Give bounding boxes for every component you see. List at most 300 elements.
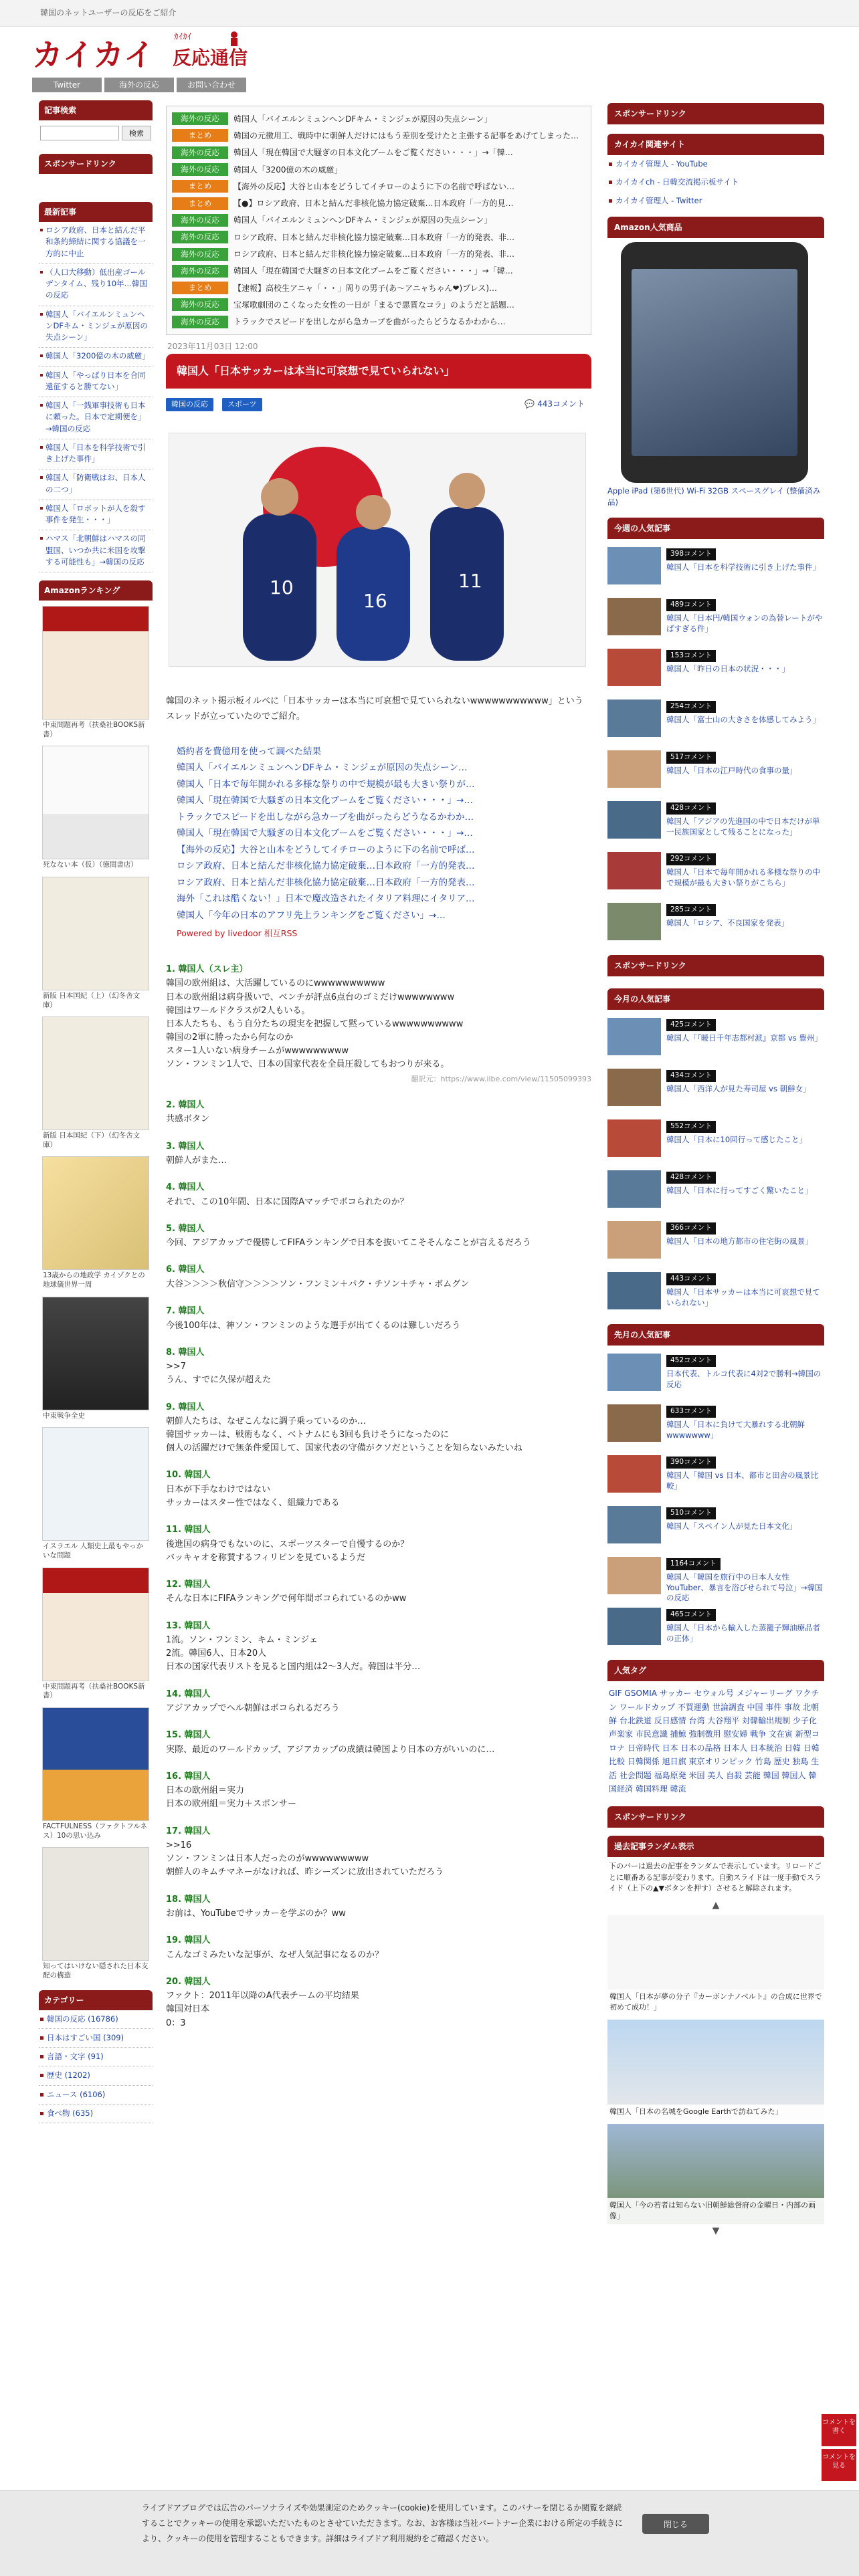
book-cover[interactable]	[42, 1016, 149, 1130]
response-item	[166, 1523, 591, 1565]
book-cover[interactable]	[42, 746, 149, 859]
ranking-thumbnail[interactable]	[607, 547, 661, 584]
rss-tag: 海外の反応	[172, 231, 228, 243]
rss-tag: 海外の反応	[172, 298, 228, 311]
comment-count-badge: 398コメント	[666, 548, 716, 560]
nav-twitter[interactable]: Twitter	[32, 78, 102, 92]
comment-count-badge: 452コメント	[666, 1355, 716, 1367]
rss-row[interactable]: まとめ 【海外の反応】大谷と山本をどうしてイチローのように下の名前で呼ばない…	[172, 178, 585, 195]
ranking-thumbnail[interactable]	[607, 1119, 661, 1157]
rss-row[interactable]: 海外の反応 韓国人「現在韓国で大騒ぎの日本文化ブームをご覧ください・・・」→「韓…	[172, 263, 585, 280]
ranking-item[interactable]	[607, 649, 824, 691]
response-item	[166, 1688, 591, 1716]
book-cover[interactable]	[42, 1707, 149, 1821]
amazon-item-title[interactable]: Apple iPad (第6世代) Wi-Fi 32GB スペースグレイ (整備済み品)	[607, 486, 821, 507]
ranking-thumbnail[interactable]	[607, 1506, 661, 1543]
book-item[interactable]: 中東問題再考（扶桑社BOOKS新書）	[39, 1568, 153, 1702]
category-item[interactable]: 食べ物 (635)	[39, 2105, 153, 2123]
response-item	[166, 963, 591, 1085]
ranking-item[interactable]	[607, 700, 824, 742]
ranking-item[interactable]	[607, 801, 824, 844]
rss-tag: 海外の反応	[172, 163, 228, 176]
monthly-list	[607, 1018, 824, 1315]
rss-row[interactable]: 海外の反応 ロシア政府、日本と結んだ非核化協力協定破棄…日本政府「一方的発表、非…	[172, 245, 585, 262]
right-sidebar	[607, 103, 824, 2238]
slide-up-icon[interactable]: ▲	[712, 1899, 720, 1911]
nav-bar	[32, 78, 246, 92]
rss-tag: 海外の反応	[172, 248, 228, 261]
svg-text:10: 10	[270, 576, 294, 599]
cookie-text: ライブドアブログでは広告のパーソナライズや効果測定のためクッキー(cookie)を使用しています。このバナーを閉じるか閲覧を継続することでクッキーの使用を承認いただいたものとさせていただきます。なお、お客様は当社パートナー企業における所定の手続きにより、クッキーの使用を管理することもできます。詳細はライブドア利用規約をご確認ください。	[142, 2503, 624, 2543]
response-header: 12. 韓国人	[166, 1579, 211, 1590]
article-intro: 韓国のネット掲示板イルベに「日本サッカーは本当に可哀想で見ていられないwwwwwwwwwww」というスレッドが立っていたのでご紹介。	[166, 695, 583, 722]
cookie-banner	[0, 2490, 859, 2576]
rss-tag: まとめ	[172, 129, 228, 142]
tags-header: 人気タグ	[607, 1660, 824, 1681]
book-item[interactable]: 13歳からの地政学 カイゾクとの地球儀世界一周	[39, 1156, 153, 1291]
source-link[interactable]: 翻訳元：https://www.ilbe.com/view/11505099393	[411, 1075, 591, 1084]
ranking-info	[666, 1557, 824, 1603]
random-header: 過去記事ランダム表示	[607, 1836, 824, 1857]
response-body: 今後100年は、神ソン・フンミンのような選手が出てくるのは難しいだろう	[166, 1320, 461, 1331]
related-link[interactable]: 韓国人「日本で毎年開かれる多様な祭りの中で規模が最も大きい祭りが…	[177, 778, 475, 790]
related-link[interactable]: ロシア政府、日本と結んだ非核化協力協定破棄…日本政府「一方的発表…	[177, 877, 475, 888]
ranking-thumbnail[interactable]	[607, 598, 661, 635]
logo-subtitle[interactable]: 反応通信	[173, 47, 248, 69]
latest-header: 最新記事	[39, 202, 153, 222]
ranking-title[interactable]: 韓国人「日本に負けて大暴れする北朝鮮wwwwwww」	[666, 1420, 805, 1440]
response-body: ファクト：2011年以降のA代表チームの平均結果 韓国対日本 0：3	[166, 1991, 359, 2028]
related-link[interactable]: 韓国人「現在韓国で大騒ぎの日本文化ブームをご覧ください・・・」→…	[177, 795, 473, 807]
ranking-info	[666, 1506, 824, 1549]
ranking-info	[666, 700, 824, 742]
related-link[interactable]: 婚約者を費億用を使って調べた結果	[177, 746, 321, 757]
book-cover[interactable]	[42, 1156, 149, 1270]
response-item	[166, 1305, 591, 1333]
response-item	[166, 1222, 591, 1251]
related-link[interactable]: 韓国人「今年の日本のアフリ先上ランキングをご覧ください」→…	[177, 909, 446, 921]
responses	[166, 963, 591, 2030]
nav-overseas[interactable]: 海外の反応	[104, 78, 174, 92]
related-link[interactable]: ロシア政府、日本と結んだ非核化協力協定破棄…日本政府「一方的発表…	[177, 861, 475, 872]
rss-row[interactable]: 海外の反応 韓国人「現在韓国で大騒ぎの日本文化ブームをご覧ください・・・」→「韓…	[172, 144, 585, 161]
ranking-thumbnail[interactable]	[607, 1404, 661, 1442]
rss-tag: 海外の反応	[172, 112, 228, 125]
ranking-thumbnail[interactable]	[607, 649, 661, 686]
rss-row[interactable]: 海外の反応 宝塚歌劇団のこくなった女性の一日が「まるで悪質なコラ」のようだと話題…	[172, 296, 585, 313]
ranking-thumbnail[interactable]	[607, 801, 661, 839]
response-body: 韓国の欧州組は、大活躍しているのにwwwwwwwwww 日本の欧州組は病身扱いで、ベンチが評点6点台のゴミだけwwwwwwww 韓国はワールドクラスが2人もいる。 日本人たちも、もう自分たちの現実を把握して黙っているwwwwwwwwww 韓国の2軍に勝ったから何なのか スター1人いない病身チームがwwwwwwwww ソン・フンミン1人で、日本の国家代表を全員圧殺してもおつりが来る。	[166, 978, 464, 1070]
tag-cloud[interactable]: GIF GSOMIA サッカー セウォル号 メジャーリーグ ワクチン ワールドカップ 不買運動 世論調査 中国 事件 事故 北朝鮮 台北鉄道 反日感情 台湾 大谷翔平 対韓輸出規制 少子化 声楽家 市民意識 捕鯨 強制徴用 慰安婦 戦争 文在寅 新型コロナ 日帝時代 日本 日本の品格 日本人 日本統治 日韓 日韓比較 日韓関係 旭日旗 東京オリンピック 竹島 歴史 独島 生活 社会問題 福島原発 米国 美人 自殺 芸能 韓国 韓国人 韓国経済 韓国料理 韓流	[609, 1689, 820, 1794]
ranking-info	[666, 1272, 824, 1315]
rss-row[interactable]: まとめ 韓国の元徴用工、戦時中に朝鮮人だけにはもう差別を受けたと主張する記事をあげてしまった…	[172, 127, 585, 144]
response-body: >>16 ソン・フンミンは日本人だったのがwwwwwwwww 朝鮮人のキムチマネーがなければ、昨シーズンに放出されていただろう	[166, 1840, 444, 1878]
ranking-title[interactable]: 日本代表、トルコ代表に4対2で勝利→韓国の反応	[666, 1369, 822, 1389]
response-header: 5. 韓国人	[166, 1223, 205, 1234]
ranking-item[interactable]	[607, 1404, 824, 1447]
latest-item[interactable]: （人口大移動）低出産ゴールデンタイム、残り10年…韓国の反応	[39, 264, 153, 306]
ranking-thumbnail[interactable]	[607, 1170, 661, 1208]
nav-contact[interactable]: お問い合わせ	[177, 78, 246, 92]
ranking-thumbnail[interactable]	[607, 1354, 661, 1391]
ranking-info	[666, 903, 824, 946]
ranking-title[interactable]: 韓国人「スペイン人が見た日本文化」	[666, 1521, 797, 1531]
site-logo[interactable]: カイカイ	[32, 37, 155, 73]
ranking-title[interactable]: 韓国人「日本に10回行って感じたこと」	[666, 1135, 807, 1144]
ranking-info	[666, 1018, 824, 1061]
related-sites-header: カイカイ関連サイト	[607, 134, 824, 155]
related-site[interactable]: カイカイ管理人 - Twitter	[607, 192, 824, 210]
ranking-item[interactable]	[607, 1272, 824, 1315]
ranking-item[interactable]	[607, 547, 824, 590]
search-box	[39, 120, 153, 146]
response-header: 14. 韓国人	[166, 1689, 211, 1699]
latest-item[interactable]: 韓国人「防衛戦はお、日本人の二つ」	[39, 469, 153, 500]
response-body: 朝鮮人たちは、なぜこんなに調子乗っているのか… 韓国サッカーは、戦術もなく、ベトナムにも3回も負けそうになったのに 個人の活躍だけで無条件愛国して、国家代表の守備がクソだということを知らないみたいね	[166, 1416, 522, 1454]
comment-count-badge: 489コメント	[666, 599, 716, 611]
response-item	[166, 1934, 591, 1962]
ranking-info	[666, 1608, 824, 1650]
book-item[interactable]: イスラエル 人類史上最もやっかいな問題	[39, 1427, 153, 1562]
ranking-info	[666, 801, 824, 844]
response-body: それで、この10年間、日本に国際Aマッチでボコられたのか？	[166, 1196, 409, 1207]
response-header: 7. 韓国人	[166, 1306, 205, 1317]
response-body: 今回、アジアカップで優勝してFIFAランキングで日本を抜いてこそそんなことが言えるだろう	[166, 1238, 531, 1249]
rss-row[interactable]: 海外の反応 トラックでスピードを出しながら急カーブを曲がったらどうなるかわから…	[172, 314, 585, 330]
ranking-item[interactable]	[607, 903, 824, 946]
ranking-title[interactable]: 韓国人「日本から輸入した蒸籠子輝油療品者の正体」	[666, 1623, 820, 1643]
response-header: 17. 韓国人	[166, 1826, 211, 1836]
response-item	[166, 1578, 591, 1606]
svg-text:16: 16	[363, 589, 387, 612]
ranking-title[interactable]: 韓国人「日本に行ってすごく驚いたこと」	[666, 1186, 813, 1195]
ranking-info	[666, 1069, 824, 1111]
ranking-item[interactable]	[607, 1069, 824, 1111]
latest-item[interactable]: ロシア政府、日本と結んだ平和条約締結に関する協議を一方的に中止	[39, 222, 153, 264]
response-body: 実際、最近のワールドカップ、アジアカップの成績は韓国より日本の方がいいのに…	[166, 1744, 495, 1755]
ranking-title[interactable]: 韓国人「ロシア、不良国家を発表」	[666, 918, 789, 928]
response-header: 20. 韓国人	[166, 1976, 211, 1987]
latest-item[interactable]: ハマス「北朝鮮はハマスの同盟国、いつか共に米国を攻撃する可能性も」→韓国の反応	[39, 530, 153, 572]
comment-count-badge: 517コメント	[666, 752, 716, 764]
ranking-item[interactable]	[607, 598, 824, 641]
response-header: 10. 韓国人	[166, 1470, 211, 1481]
response-header: 11. 韓国人	[166, 1525, 211, 1535]
response-header: 13. 韓国人	[166, 1620, 211, 1631]
latest-item[interactable]: 韓国人「日本を科学技術で引き上げた事件」	[39, 439, 153, 470]
article-title: 韓国人「日本サッカーは本当に可哀想で見ていられない」	[166, 354, 591, 389]
related-link[interactable]: 韓国人「バイエルンミュンヘンDFキム・ミンジェが原因の失点シーン…	[177, 762, 468, 774]
ranking-title[interactable]: 韓国人「日本で毎年開かれる多様な祭りの中で規模が最も大きい祭りがこちら」	[666, 867, 820, 887]
comment-count-badge: 153コメント	[666, 650, 716, 662]
rss-row[interactable]: 海外の反応 韓国人「3200億の木の威厳」	[172, 161, 585, 178]
book-cover[interactable]	[42, 606, 149, 720]
response-header: 16. 韓国人	[166, 1771, 211, 1782]
ranking-title[interactable]: 韓国人「日本サッカーは本当に可哀想で見ていられない」	[666, 1287, 820, 1307]
ranking-thumbnail[interactable]	[607, 852, 661, 889]
rss-row[interactable]: 海外の反応 韓国人「バイエルンミュンヘンDFキム・ミンジェが原因の失点シーン」	[172, 212, 585, 229]
amazon-header: Amazon人気商品	[607, 217, 824, 238]
category-item[interactable]: 韓国の反応 (16786)	[39, 2010, 153, 2029]
comment-count-badge: 390コメント	[666, 1457, 716, 1469]
response-header: 18. 韓国人	[166, 1894, 211, 1905]
tagline: 韓国のネットユーザーの反応をご紹介	[40, 8, 177, 17]
related-link[interactable]: 韓国人「現在韓国で大騒ぎの日本文化ブームをご覧ください・・・」→…	[177, 828, 473, 839]
ranking-thumbnail[interactable]	[607, 903, 661, 940]
response-item	[166, 1770, 591, 1812]
ranking-info	[666, 1354, 824, 1396]
ranking-title[interactable]: 韓国人「韓国 vs 日本、都市と田舎の風景比較」	[666, 1471, 819, 1491]
ranking-thumbnail[interactable]	[607, 1018, 661, 1055]
response-header: 1. 韓国人（スレ主）	[166, 964, 248, 974]
ipad-image[interactable]	[607, 242, 822, 483]
book-cover[interactable]	[42, 1297, 149, 1410]
ranking-info	[666, 598, 824, 641]
tag-sports[interactable]: スポーツ	[222, 398, 262, 411]
ranking-item[interactable]	[607, 1557, 824, 1603]
book-cover[interactable]	[42, 877, 149, 990]
rss-tag: まとめ	[172, 197, 228, 210]
ranking-title[interactable]: 韓国人「日本の地方都市の住宅街の風景」	[666, 1237, 813, 1246]
response-header: 9. 韓国人	[166, 1402, 205, 1412]
book-item[interactable]: 中東戦争全史	[39, 1297, 153, 1422]
comment-count-badge: 366コメント	[666, 1222, 716, 1235]
sponsored-header: スポンサードリンク	[39, 154, 153, 174]
response-body: >>7 うん、すでに久保が超えた	[166, 1362, 272, 1386]
comment-count-badge: 428コメント	[666, 802, 716, 815]
prev-month-header: 先月の人気記事	[607, 1324, 824, 1346]
latest-item[interactable]: 韓国人「バイエルンミュンヘンDFキム・ミンジェが原因の失点シーン」	[39, 306, 153, 348]
response-item	[166, 1181, 591, 1209]
book-item[interactable]: FACTFULNESS（ファクトフルネス）10の思い込み	[39, 1707, 153, 1842]
related-site[interactable]: カイカイch - 日韓交流掲示板サイト	[607, 173, 824, 191]
comment-count-badge: 510コメント	[666, 1507, 716, 1519]
ranking-info	[666, 852, 824, 895]
response-item	[166, 1975, 591, 2030]
response-item	[166, 1099, 591, 1127]
response-item	[166, 1825, 591, 1880]
response-header: 2. 韓国人	[166, 1099, 205, 1110]
monthly-header: 今月の人気記事	[607, 988, 824, 1010]
logo-ruby: ｶｲｶｲ	[174, 32, 191, 42]
ranking-title[interactable]: 韓国人「日本円/韓国ウォンの為替レートがやばすぎる件」	[666, 613, 823, 633]
rss-tag: まとめ	[172, 180, 228, 193]
search-header: 記事検索	[39, 100, 153, 120]
latest-item[interactable]: 韓国人「やっぱり日本を合同遠征すると勝てない」	[39, 367, 153, 398]
ranking-item[interactable]	[607, 1354, 824, 1396]
response-body: 大谷＞＞＞＞秋信守＞＞＞＞ソン・フンミン＋パク・チソン＋チャ・ボムグン	[166, 1279, 470, 1289]
sponsored-header: スポンサードリンク	[607, 103, 824, 124]
related-link[interactable]: 海外「これは酷くない！」日本で魔改造されたイタリア料理にイタリア…	[177, 893, 475, 905]
related-site[interactable]: カイカイ管理人 - YouTube	[607, 155, 824, 173]
ranking-item[interactable]	[607, 1506, 824, 1549]
tag-korea[interactable]: 韓国の反応	[166, 398, 213, 411]
prev-month-list	[607, 1354, 824, 1650]
svg-text:11: 11	[458, 569, 482, 592]
response-body: お前は、YouTubeでサッカーを学ぶのか？ww	[166, 1909, 346, 1919]
ranking-item[interactable]	[607, 1119, 824, 1162]
ranking-item[interactable]	[607, 1018, 824, 1061]
rss-row[interactable]: まとめ 【●】ロシア政府、日本と結んだ非核化協力協定破棄…日本政府「一方的見…	[172, 195, 585, 211]
ranking-thumbnail[interactable]	[607, 750, 661, 788]
left-sidebar	[39, 100, 153, 2123]
book-cover[interactable]	[42, 1427, 149, 1541]
article-tags	[166, 398, 591, 413]
ranking-title[interactable]: 韓国人「日本を科学技術に引き上げた事件」	[666, 562, 820, 572]
ranking-title[interactable]: 韓国人「『暖日千年志都村派』京都 vs 豊州」	[666, 1033, 822, 1043]
response-item	[166, 1140, 591, 1168]
ranking-info	[666, 1404, 824, 1447]
main-content	[166, 106, 591, 2030]
view-comment-button[interactable]: コメントを見る	[822, 2449, 856, 2481]
ranking-title[interactable]: 韓国人「日本の江戸時代の食事の量」	[666, 766, 797, 775]
ranking-info	[666, 1455, 824, 1498]
rss-box	[166, 106, 591, 335]
response-body: そんな日本にFIFAランキングで何年間ボコられているのかww	[166, 1594, 407, 1604]
rss-row[interactable]: まとめ 【速報】高校生アニャ「・・」周りの男子(あ〜アニャちゃん❤)プレス)…	[172, 280, 585, 296]
comment-count-badge: 633コメント	[666, 1406, 716, 1418]
popular-list	[607, 547, 824, 946]
ranking-item[interactable]	[607, 1170, 824, 1213]
sponsored-header: スポンサードリンク	[607, 955, 824, 976]
ranking-thumbnail[interactable]	[607, 700, 661, 737]
response-item	[166, 1263, 591, 1291]
latest-item[interactable]: 韓国人「ロボットが人を殺す事件を発生・・・」	[39, 500, 153, 531]
book-cover[interactable]	[42, 1568, 149, 1681]
ranking-item[interactable]	[607, 852, 824, 895]
mascot-icon	[227, 31, 241, 48]
comment-count-badge: 285コメント	[666, 904, 716, 916]
ranking-thumbnail[interactable]	[607, 1069, 661, 1106]
response-body: 日本の欧州組＝実力 日本の欧州組＝実力＋スポンサー	[166, 1786, 297, 1810]
response-item	[166, 1620, 591, 1675]
category-list	[39, 2010, 153, 2124]
comment-count[interactable]: 💬 443コメント	[524, 399, 585, 409]
book-list	[39, 606, 153, 1982]
write-comment-button[interactable]: コメントを書く	[822, 2414, 856, 2446]
category-item[interactable]: 言語・文字 (91)	[39, 2048, 153, 2066]
related-link[interactable]: トラックでスピードを出しながら急カーブを曲がったらどうなるかわか…	[177, 811, 474, 823]
ranking-info	[666, 547, 824, 590]
rss-tag: 海外の反応	[172, 316, 228, 328]
powered-by[interactable]: Powered by livedoor 相互RSS	[177, 928, 298, 939]
response-header: 19. 韓国人	[166, 1935, 211, 1946]
ranking-info	[666, 649, 824, 691]
response-item	[166, 1469, 591, 1510]
ranking-info	[666, 1221, 824, 1264]
response-header: 15. 韓国人	[166, 1730, 211, 1741]
ranking-item[interactable]	[607, 1455, 824, 1498]
response-item	[166, 1401, 591, 1456]
comment-count-badge: 1164コメント	[666, 1558, 721, 1570]
book-item[interactable]: 知ってはいけない隠された日本支配の構造	[39, 1847, 153, 1981]
slide-down-icon[interactable]: ▼	[712, 2225, 720, 2236]
rss-tag: まとめ	[172, 282, 228, 294]
ranking-title[interactable]: 韓国人「昨日の日本の状況・・・」	[666, 664, 789, 673]
ranking-item[interactable]	[607, 1221, 824, 1264]
book-item[interactable]: 死なない本（仮）（徳間書店）	[39, 746, 153, 871]
latest-item[interactable]: 韓国人「一銭軍事技術も日本に頼った。日本で定期便を」→韓国の反応	[39, 397, 153, 439]
ranking-thumbnail[interactable]	[607, 1272, 661, 1309]
search-button[interactable]: 検索	[122, 126, 151, 140]
ranking-thumbnail[interactable]	[607, 1557, 661, 1594]
response-item	[166, 1729, 591, 1757]
response-body: 日本が下手なわけではない サッカーはスター性ではなく、組織力である	[166, 1484, 340, 1509]
book-item[interactable]: 新版 日本国紀（上）（幻冬舎文庫）	[39, 877, 153, 1011]
rss-row[interactable]: 海外の反応 韓国人「バイエルンミュンヘンDFキム・ミンジェが原因の失点シーン」	[172, 110, 585, 127]
category-item[interactable]: 日本はすごい国 (309)	[39, 2029, 153, 2048]
response-item	[166, 1346, 591, 1388]
category-header: カテゴリー	[39, 1990, 153, 2010]
ranking-title[interactable]: 韓国人「韓国を旅行中の日本人女性YouTuber、暴言を浴びせられて号泣」→韓国の反応	[666, 1572, 823, 1603]
response-body: こんなゴミみたいな記事が、なぜ人気記事になるのか？	[166, 1949, 384, 1960]
ranking-title[interactable]: 韓国人「富士山の大きさを体感してみよう」	[666, 715, 820, 724]
response-body: 共感ボタン	[166, 1114, 210, 1125]
random-article-image[interactable]: 韓国人「日本の名城をGoogle Earthで訪ねてみた」	[607, 2020, 824, 2120]
comment-count-badge: 292コメント	[666, 853, 716, 865]
soccer-players-image	[169, 433, 586, 667]
related-links	[177, 745, 585, 940]
rss-row[interactable]: 海外の反応 ロシア政府、日本と結んだ非核化協力協定破棄…日本政府「一方的発表、非…	[172, 229, 585, 245]
ranking-item[interactable]	[607, 750, 824, 793]
response-item	[166, 1893, 591, 1921]
response-body: アジアカップでヘル朝鮮はボコられるだろう	[166, 1703, 340, 1714]
book-item[interactable]: 新版 日本国紀（下）（幻冬舎文庫）	[39, 1016, 153, 1151]
popular-header: 今週の人気記事	[607, 518, 824, 539]
ranking-item[interactable]	[607, 1608, 824, 1650]
latest-list	[39, 222, 153, 572]
comment-count-badge: 254コメント	[666, 701, 716, 713]
random-article-image[interactable]: 韓国人「日本が夢の分子『カーボンナノベルト』の合成に世界で初めて成功！」	[607, 1915, 824, 2016]
response-header: 8. 韓国人	[166, 1347, 205, 1358]
latest-item[interactable]: 韓国人「3200億の木の威厳」	[39, 348, 153, 366]
comment-count-badge: 552コメント	[666, 1121, 716, 1133]
comment-count-badge: 425コメント	[666, 1019, 716, 1031]
book-item[interactable]: 中東問題再考（扶桑社BOOKS新書）	[39, 606, 153, 740]
response-body: 後進国の病身でもないのに、スポーツスターで自慢するのか？ バッキャオを称賛するフィリピンを見ているようだ	[166, 1539, 409, 1563]
ranking-thumbnail[interactable]	[607, 1455, 661, 1493]
comment-count-badge: 465コメント	[666, 1609, 716, 1621]
rss-tag: 海外の反応	[172, 265, 228, 278]
random-description: 下のバーは過去の記事をランダムで表示しています。リロードごとに順番ある記事が変わります。自動スライドは一度手動でスライド（上下の▲▼ボタンを押す）させると解除されます。	[609, 1862, 822, 1893]
ranking-info	[666, 1119, 824, 1162]
comment-count-badge: 428コメント	[666, 1172, 716, 1184]
random-article-image[interactable]: 韓国人「今の若者は知らない旧朝鮮総督府の金曜日・内部の画像」	[607, 2124, 824, 2224]
article-hero-image	[169, 433, 586, 667]
search-input[interactable]	[40, 126, 119, 140]
category-item[interactable]: 歴史 (1202)	[39, 2066, 153, 2085]
ranking-title[interactable]: 韓国人「アジアの先進国の中で日本だけが単一民族国家として残ることになった」	[666, 817, 820, 837]
book-cover[interactable]	[42, 1847, 149, 1961]
ranking-thumbnail[interactable]	[607, 1221, 661, 1259]
ranking-info	[666, 750, 824, 793]
ranking-thumbnail[interactable]	[607, 1608, 661, 1645]
ranking-title[interactable]: 韓国人「西洋人が見た寿司屋 vs 朝鮮女」	[666, 1084, 811, 1093]
cookie-close-button[interactable]: 閉じる	[642, 2514, 709, 2534]
comment-count-badge: 434コメント	[666, 1070, 716, 1082]
rss-tag: 海外の反応	[172, 146, 228, 159]
ranking-info	[666, 1170, 824, 1213]
top-bar	[0, 0, 859, 27]
category-item[interactable]: ニュース (6106)	[39, 2086, 153, 2105]
response-body: 1流。ソン・フンミン、キム・ミンジェ 2流。韓国6人、日本20人 日本の国家代表リストを見ると国内組は2〜3人だ。韓国は半分…	[166, 1635, 421, 1673]
amazon-ranking-header: Amazonランキング	[39, 580, 153, 601]
response-header: 6. 韓国人	[166, 1265, 205, 1275]
article-date: 2023年11月03日 12:00	[167, 341, 258, 351]
response-header: 3. 韓国人	[166, 1141, 205, 1152]
related-link[interactable]: 【海外の反応】大谷と山本をどうしてイチローのように下の名前で呼ば…	[177, 844, 475, 855]
site-header	[32, 28, 500, 75]
